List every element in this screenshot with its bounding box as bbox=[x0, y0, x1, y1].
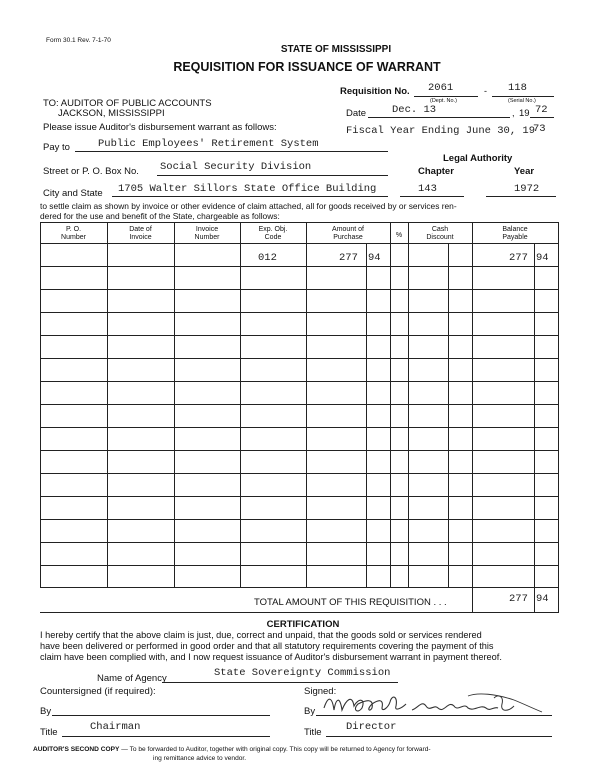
title-left-value: Chairman bbox=[90, 721, 141, 733]
chapter-line bbox=[400, 196, 464, 197]
fiscal-year-suffix: 73 bbox=[533, 123, 546, 135]
title-right-value: Director bbox=[346, 721, 397, 733]
header-invoice-number: Invoice Number bbox=[194, 226, 220, 241]
dept-no-value: 2061 bbox=[428, 82, 454, 94]
year-label: Year bbox=[514, 166, 535, 177]
to-line2: JACKSON, MISSISSIPPI bbox=[58, 108, 165, 119]
total-dollars: 277 bbox=[509, 593, 528, 605]
header-percent: % bbox=[395, 232, 403, 239]
certification-line2: have been delivered or performed in good order and that all statutory requirements covering the payment of this bbox=[40, 641, 494, 651]
instruction-text: Please issue Auditor's disbursement warrant as follows: bbox=[43, 122, 277, 133]
requisition-dash: - bbox=[484, 86, 487, 96]
date-label: Date bbox=[346, 108, 367, 119]
by-left-line bbox=[52, 715, 270, 716]
pay-to-value: Public Employees' Retirement System bbox=[98, 138, 319, 150]
header-date-of-invoice: Date of Invoice bbox=[129, 226, 152, 241]
date-year-prefix: 19 bbox=[519, 108, 530, 119]
agency-label: Name of Agency bbox=[97, 673, 167, 684]
agency-value: State Sovereignty Commission bbox=[214, 667, 391, 679]
dept-no-caption: (Dept. No.) bbox=[430, 98, 457, 104]
footer-text1: — To be forwarded to Auditor, together with original copy. This copy will be returned to Agency for forward- bbox=[119, 746, 431, 753]
year-line bbox=[486, 196, 556, 197]
title-left-label: Title bbox=[40, 727, 58, 738]
title-right-label: Title bbox=[304, 727, 322, 738]
serial-no-line bbox=[492, 96, 554, 97]
street-label: Street or P. O. Box No. bbox=[43, 166, 139, 177]
header-po-number: P. O. Number bbox=[61, 226, 86, 241]
total-label: TOTAL AMOUNT OF THIS REQUISITION . . . bbox=[254, 597, 447, 608]
date-year-suffix: 72 bbox=[535, 104, 548, 116]
countersigned-label: Countersigned (if required): bbox=[40, 686, 156, 697]
row1-exp-code: 012 bbox=[258, 252, 277, 264]
row1-amount-dollars: 277 bbox=[339, 252, 358, 264]
signed-label: Signed: bbox=[304, 686, 337, 697]
by-left-label: By bbox=[40, 706, 52, 717]
settle-text-1: to settle claim as shown by invoice or other evidence of claim attached, all for goods received by or services ren- bbox=[40, 201, 457, 211]
footer-copy-label: AUDITOR'S SECOND COPY bbox=[33, 746, 120, 753]
serial-no-value: 118 bbox=[508, 82, 527, 94]
handwritten-signature bbox=[318, 690, 550, 720]
city-value: 1705 Walter Sillors State Office Building bbox=[118, 183, 377, 195]
footer-line2: ing remittance advice to vendor. bbox=[153, 755, 247, 762]
header-cash-discount: Cash Discount bbox=[426, 226, 454, 241]
form-title: REQUISITION FOR ISSUANCE OF WARRANT bbox=[173, 60, 441, 74]
date-line bbox=[368, 117, 510, 118]
row1-balance-dollars: 277 bbox=[509, 252, 528, 264]
fiscal-year: Fiscal Year Ending June 30, 19 bbox=[346, 125, 536, 137]
chapter-label: Chapter bbox=[418, 166, 454, 177]
street-line bbox=[157, 175, 388, 176]
pay-to-label: Pay to bbox=[43, 142, 70, 153]
row1-amount-cents: 94 bbox=[368, 252, 381, 264]
header-balance-payable: Balance Payable bbox=[502, 226, 528, 241]
legal-authority-label: Legal Authority bbox=[443, 153, 513, 164]
header-exp-obj-code: Exp. Obj. Code bbox=[258, 226, 288, 241]
dept-no-line bbox=[414, 96, 478, 97]
footer-line1 bbox=[33, 746, 431, 753]
serial-no-caption: (Serial No.) bbox=[508, 98, 536, 104]
total-cents: 94 bbox=[536, 593, 549, 605]
state-heading: STATE OF MISSISSIPPI bbox=[280, 44, 392, 55]
certification-line1: I hereby certify that the above claim is just, due, correct and unpaid, that the goods sold or services rendered bbox=[40, 630, 482, 640]
title-right-line bbox=[326, 736, 552, 737]
chapter-value: 143 bbox=[418, 183, 437, 195]
date-year-line bbox=[530, 117, 554, 118]
street-value: Social Security Division bbox=[160, 161, 312, 173]
title-left-line bbox=[62, 736, 270, 737]
form-number: Form 30.1 Rev. 7-1-70 bbox=[46, 37, 111, 44]
certification-line3: claim have been complied with, and I now request issuance of Auditor's disbursement warrant in payment thereof. bbox=[40, 652, 502, 662]
certification-heading: CERTIFICATION bbox=[266, 619, 340, 630]
row1-balance-cents: 94 bbox=[536, 252, 549, 264]
header-amount-of-purchase: Amount of Purchase bbox=[332, 226, 364, 241]
settle-text-2: dered for the use and benefit of the State, chargeable as follows: bbox=[40, 211, 280, 221]
to-line1: TO: AUDITOR OF PUBLIC ACCOUNTS bbox=[43, 98, 212, 109]
by-right-label: By bbox=[304, 706, 316, 717]
city-label: City and State bbox=[43, 188, 103, 199]
pay-to-line bbox=[75, 151, 388, 152]
agency-line bbox=[162, 682, 398, 683]
city-line bbox=[112, 196, 388, 197]
year-value: 1972 bbox=[514, 183, 540, 195]
date-value: Dec. 13 bbox=[392, 104, 437, 116]
requisition-label: Requisition No. bbox=[340, 86, 410, 97]
